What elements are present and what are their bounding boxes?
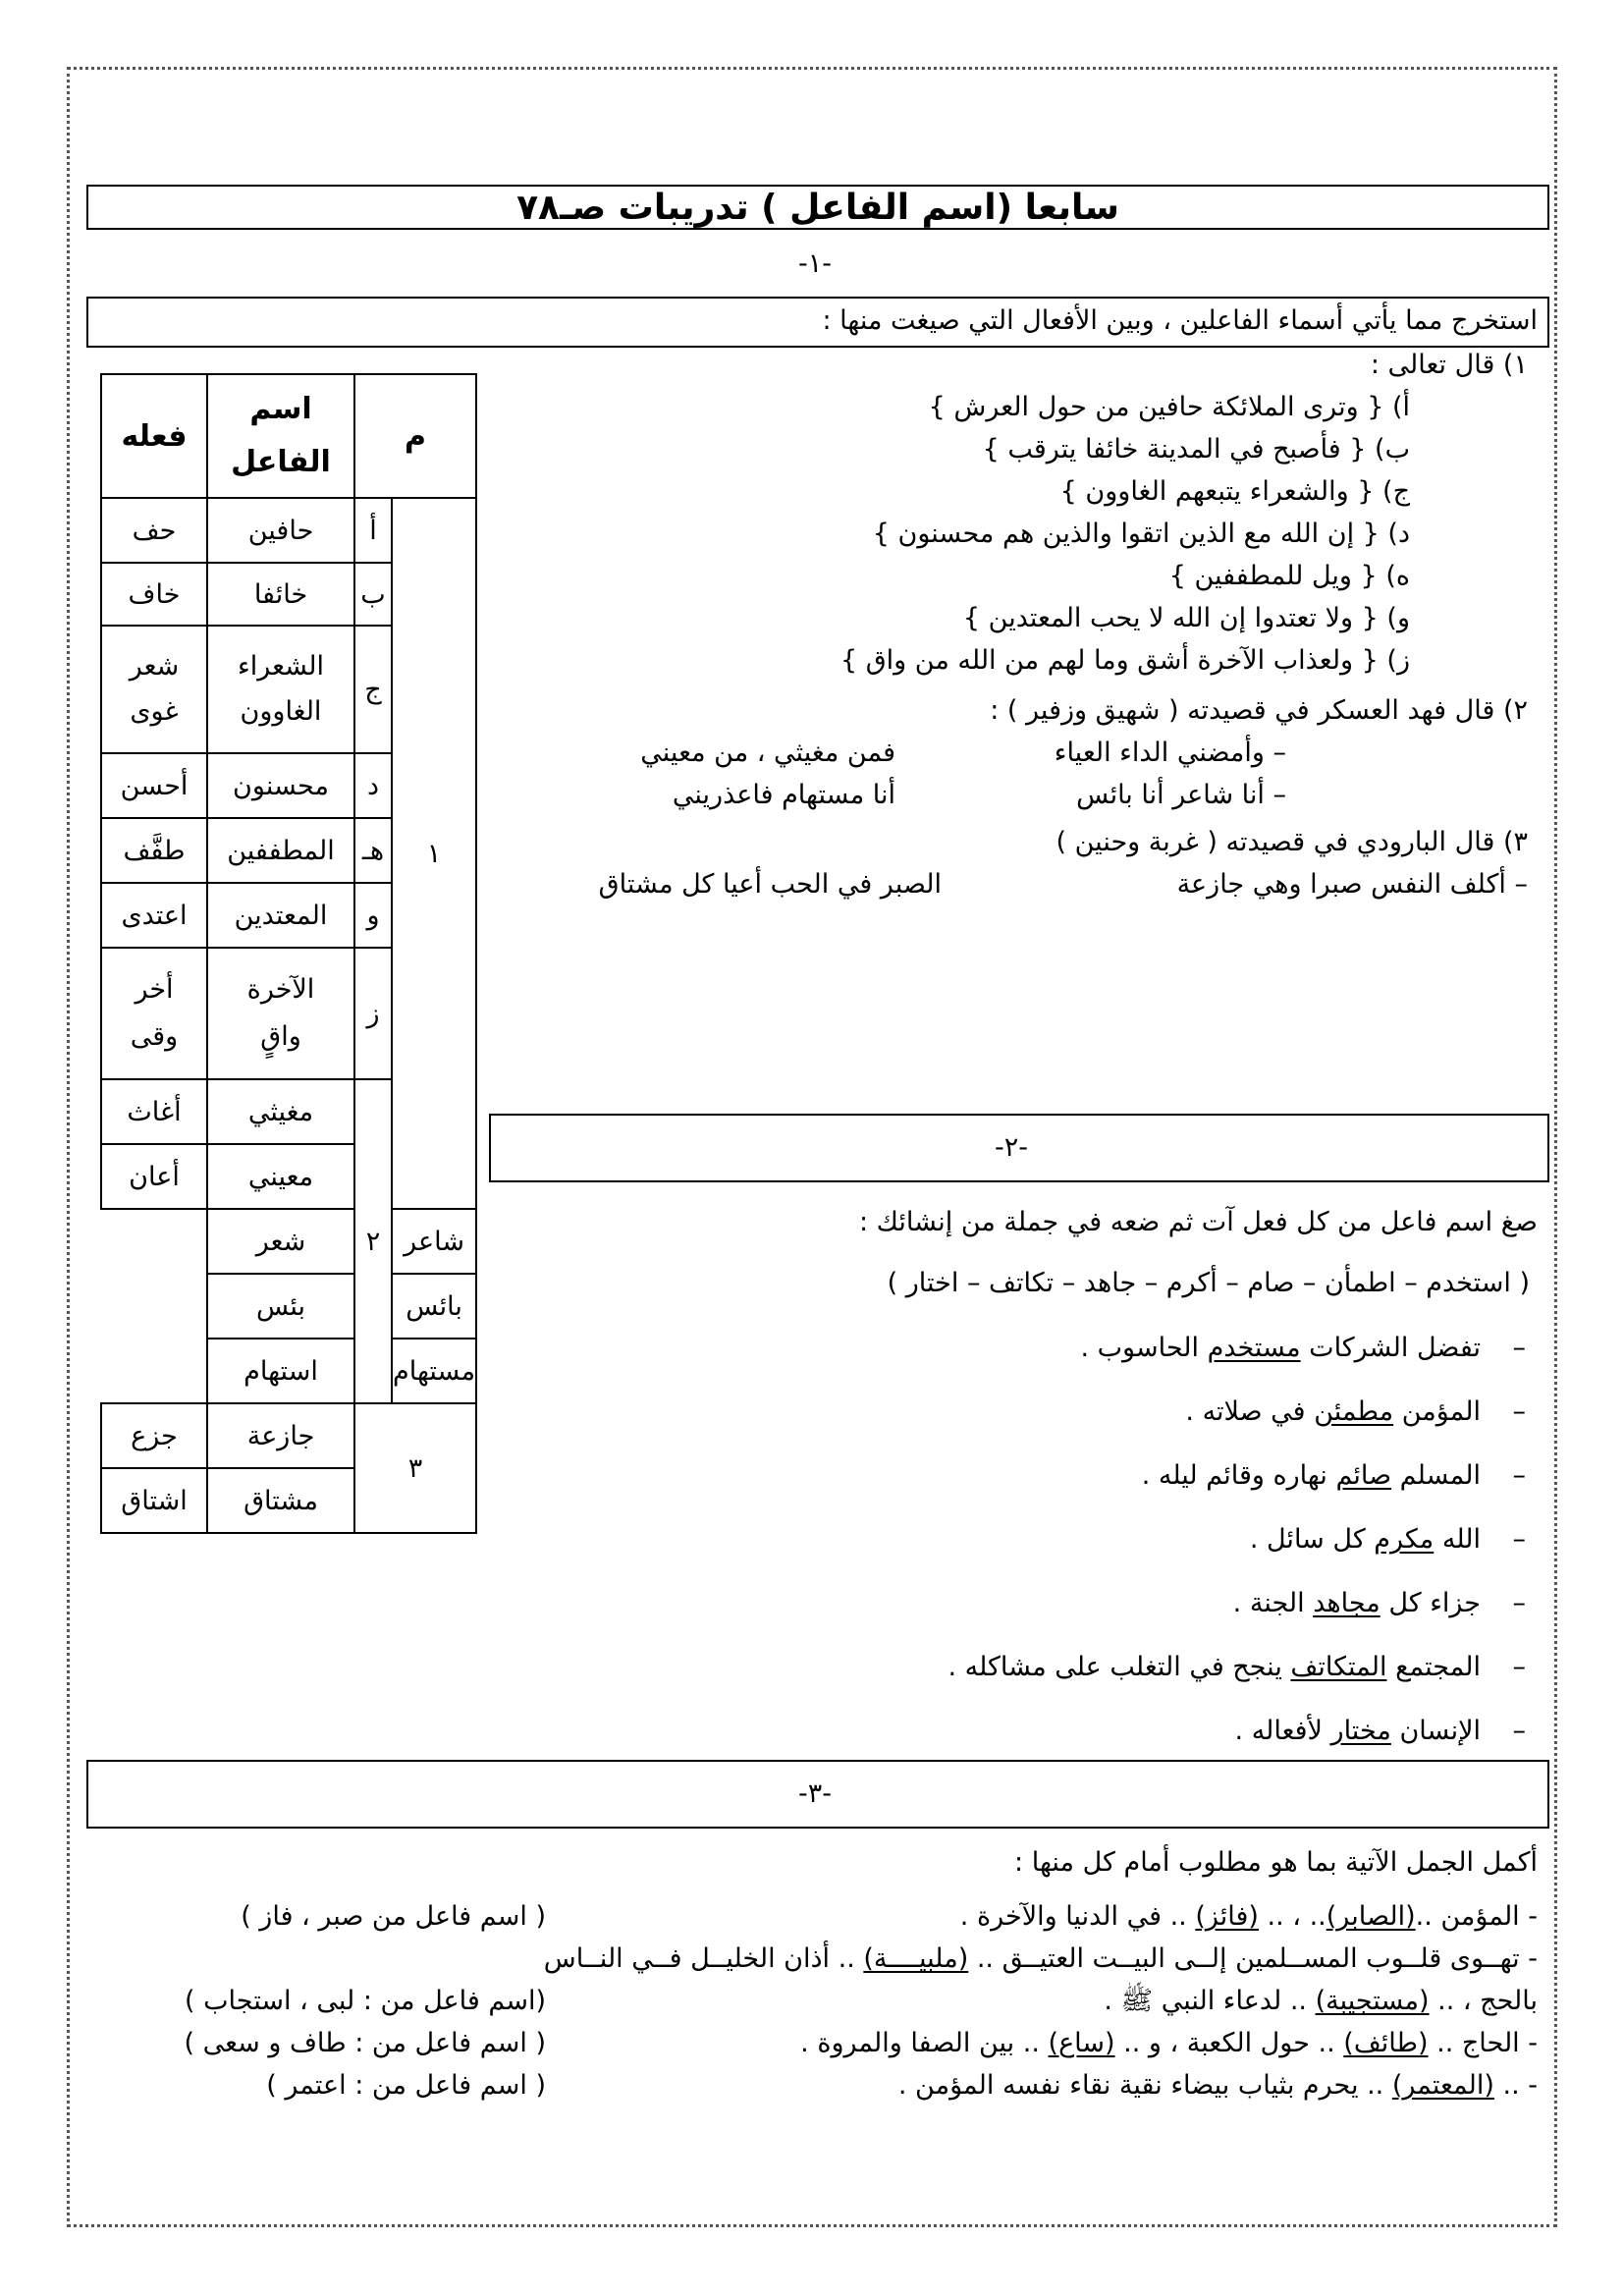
- row-name: شاعر: [392, 1209, 476, 1274]
- section-1-instruction: استخرج مما يأتي أسماء الفاعلين ، وبين الأفعال التي صيغت منها :: [822, 305, 1538, 336]
- fill-line-2: - تهــوى قلــوب المســلمين إلــى البيــت العتيــق .. (ملبيــــة) .. أذان الخليــل فــي النــاس: [543, 1943, 1538, 1974]
- dash: –: [1512, 1588, 1526, 1618]
- dash: –: [1512, 1333, 1526, 1363]
- answer-table: [100, 373, 477, 1534]
- verse-b: ب) { فأصبح في المدينة خائفا يترقب }: [982, 434, 1410, 465]
- row-name: مشتاق: [207, 1468, 354, 1533]
- row-letter: د: [354, 753, 392, 818]
- fill-line-3: بالحج ، .. (مستجيبة) .. لدعاء النبي ﷺ .: [1104, 1986, 1538, 2016]
- dash: –: [1512, 1524, 1526, 1555]
- row-letter: ج: [354, 626, 392, 753]
- poem3-left: الصبر في الحب أعيا كل مشتاق: [598, 869, 942, 900]
- row-verb: جزع: [101, 1403, 207, 1468]
- row-name: الآخرة واقٍ: [207, 948, 354, 1079]
- verse-c: ج) { والشعراء يتبعهم الغاوون }: [1059, 476, 1410, 507]
- verse-d: د) { إن الله مع الذين اتقوا والذين هم محسنون }: [872, 519, 1410, 549]
- row-name: حافين: [207, 498, 354, 563]
- poem2-line1-right: – وأمضني الداء العياء: [1054, 738, 1286, 768]
- group-2-num: ٢: [354, 1079, 392, 1403]
- fill-line-1: - المؤمن ..(الصابر).. ، .. (فائز) .. في الدنيا والآخرة .: [959, 1901, 1538, 1932]
- row-verb: طفَّف: [101, 818, 207, 883]
- row-letter: ز: [354, 948, 392, 1079]
- verse-e: ه) { ويل للمطففين }: [1168, 561, 1410, 591]
- header-verb: فعله: [101, 374, 207, 498]
- row-name: جازعة: [207, 1403, 354, 1468]
- row-name: مغيثي: [207, 1079, 354, 1144]
- dash: –: [1512, 1716, 1526, 1746]
- row-name: مستهام: [392, 1339, 476, 1403]
- row-verb: استهام: [207, 1339, 354, 1403]
- sentence-6: المجتمع المتكاتف ينجح في التغلب على مشاكله .: [947, 1652, 1481, 1682]
- sentence-3: المسلم صائم نهاره وقائم ليله .: [1141, 1460, 1481, 1491]
- fill-line-4: - الحاج .. (طائف) .. حول الكعبة ، و .. (ساع) .. بين الصفا والمروة .: [800, 2028, 1538, 2058]
- dash: –: [1512, 1396, 1526, 1427]
- header-name: اسم الفاعل: [207, 374, 354, 498]
- row-verb: اشتاق: [101, 1468, 207, 1533]
- dash: –: [1512, 1460, 1526, 1491]
- row-verb: بئس: [207, 1274, 354, 1339]
- poem2-line2-right: – أنا شاعر أنا بائس: [1076, 780, 1286, 810]
- hint-1: ( اسم فاعل من صبر ، فاز ): [241, 1901, 546, 1932]
- row-verb: أعان: [101, 1144, 207, 1209]
- row-name: خائفا: [207, 563, 354, 626]
- row-name: الشعراء الغاوون: [207, 626, 354, 753]
- poem3-right: – أكلف النفس صبرا وهي جازعة: [1176, 869, 1528, 900]
- poem2-line1-left: فمن مغيثي ، من معيني: [640, 738, 895, 768]
- row-verb: حف: [101, 498, 207, 563]
- verse-a: أ) { وترى الملائكة حافين من حول العرش }: [928, 392, 1410, 422]
- row-name: محسنون: [207, 753, 354, 818]
- group-1-num: ١: [392, 498, 476, 1209]
- q1-label: ١) قال تعالى :: [1370, 350, 1528, 380]
- fill-line-5: - .. (المعتمر) .. يحرم بثياب بيضاء نقية نقاء نفسه المؤمن .: [897, 2070, 1538, 2101]
- poem2-line2-left: أنا مستهام فاعذريني: [672, 780, 895, 810]
- q3-label: ٣) قال البارودي في قصيدته ( غربة وحنين ): [1056, 827, 1528, 857]
- verb-list: ( استخدم – اطمأن – صام – أكرم – جاهد – تكاتف – اختار ): [887, 1268, 1530, 1298]
- row-name: بائس: [392, 1274, 476, 1339]
- row-verb: اعتدى: [101, 883, 207, 948]
- hint-3: (اسم فاعل من : لبى ، استجاب ): [185, 1986, 546, 2016]
- group-3-num: ٣: [354, 1403, 476, 1533]
- section-2-instruction: صغ اسم فاعل من كل فعل آت ثم ضعه في جملة من إنشائك :: [858, 1207, 1538, 1237]
- row-letter: و: [354, 883, 392, 948]
- row-letter: أ: [354, 498, 392, 563]
- q2-label: ٢) قال فهد العسكر في قصيدته ( شهيق وزفير ) :: [990, 695, 1528, 726]
- hint-4: ( اسم فاعل من : طاف و سعى ): [184, 2028, 546, 2058]
- header-m: م: [354, 374, 476, 498]
- row-name: المطففين: [207, 818, 354, 883]
- section-3-number: -٣-: [797, 1778, 832, 1809]
- row-name: المعتدين: [207, 883, 354, 948]
- row-letter: ب: [354, 563, 392, 626]
- row-name: معيني: [207, 1144, 354, 1209]
- row-verb: خاف: [101, 563, 207, 626]
- sentence-2: المؤمن مطمئن في صلاته .: [1185, 1396, 1481, 1427]
- sentence-7: الإنسان مختار لأفعاله .: [1234, 1716, 1481, 1746]
- sentence-5: جزاء كل مجاهد الجنة .: [1232, 1588, 1481, 1618]
- sentence-4: الله مكرم كل سائل .: [1249, 1524, 1481, 1555]
- dash: –: [1512, 1652, 1526, 1682]
- row-verb: أغاث: [101, 1079, 207, 1144]
- section-1-number: -١-: [797, 248, 832, 279]
- hint-5: ( اسم فاعل من : اعتمر ): [266, 2070, 546, 2101]
- row-letter: هـ: [354, 818, 392, 883]
- section-2-number: -٢-: [994, 1132, 1028, 1163]
- sentence-1: تفضل الشركات مستخدم الحاسوب .: [1080, 1333, 1481, 1363]
- row-verb: أخر وقى: [101, 948, 207, 1079]
- page-title: سابعا (اسم الفاعل ) تدريبات صـ٧٨: [86, 185, 1549, 230]
- section-3-instruction: أكمل الجمل الآتية بما هو مطلوب أمام كل منها :: [1014, 1847, 1538, 1878]
- row-verb: شعر غوى: [101, 626, 207, 753]
- row-verb: أحسن: [101, 753, 207, 818]
- verse-f: و) { ولا تعتدوا إن الله لا يحب المعتدين }: [962, 603, 1410, 633]
- verse-g: ز) { ولعذاب الآخرة أشق وما لهم من الله من واق }: [839, 645, 1410, 676]
- row-verb: شعر: [207, 1209, 354, 1274]
